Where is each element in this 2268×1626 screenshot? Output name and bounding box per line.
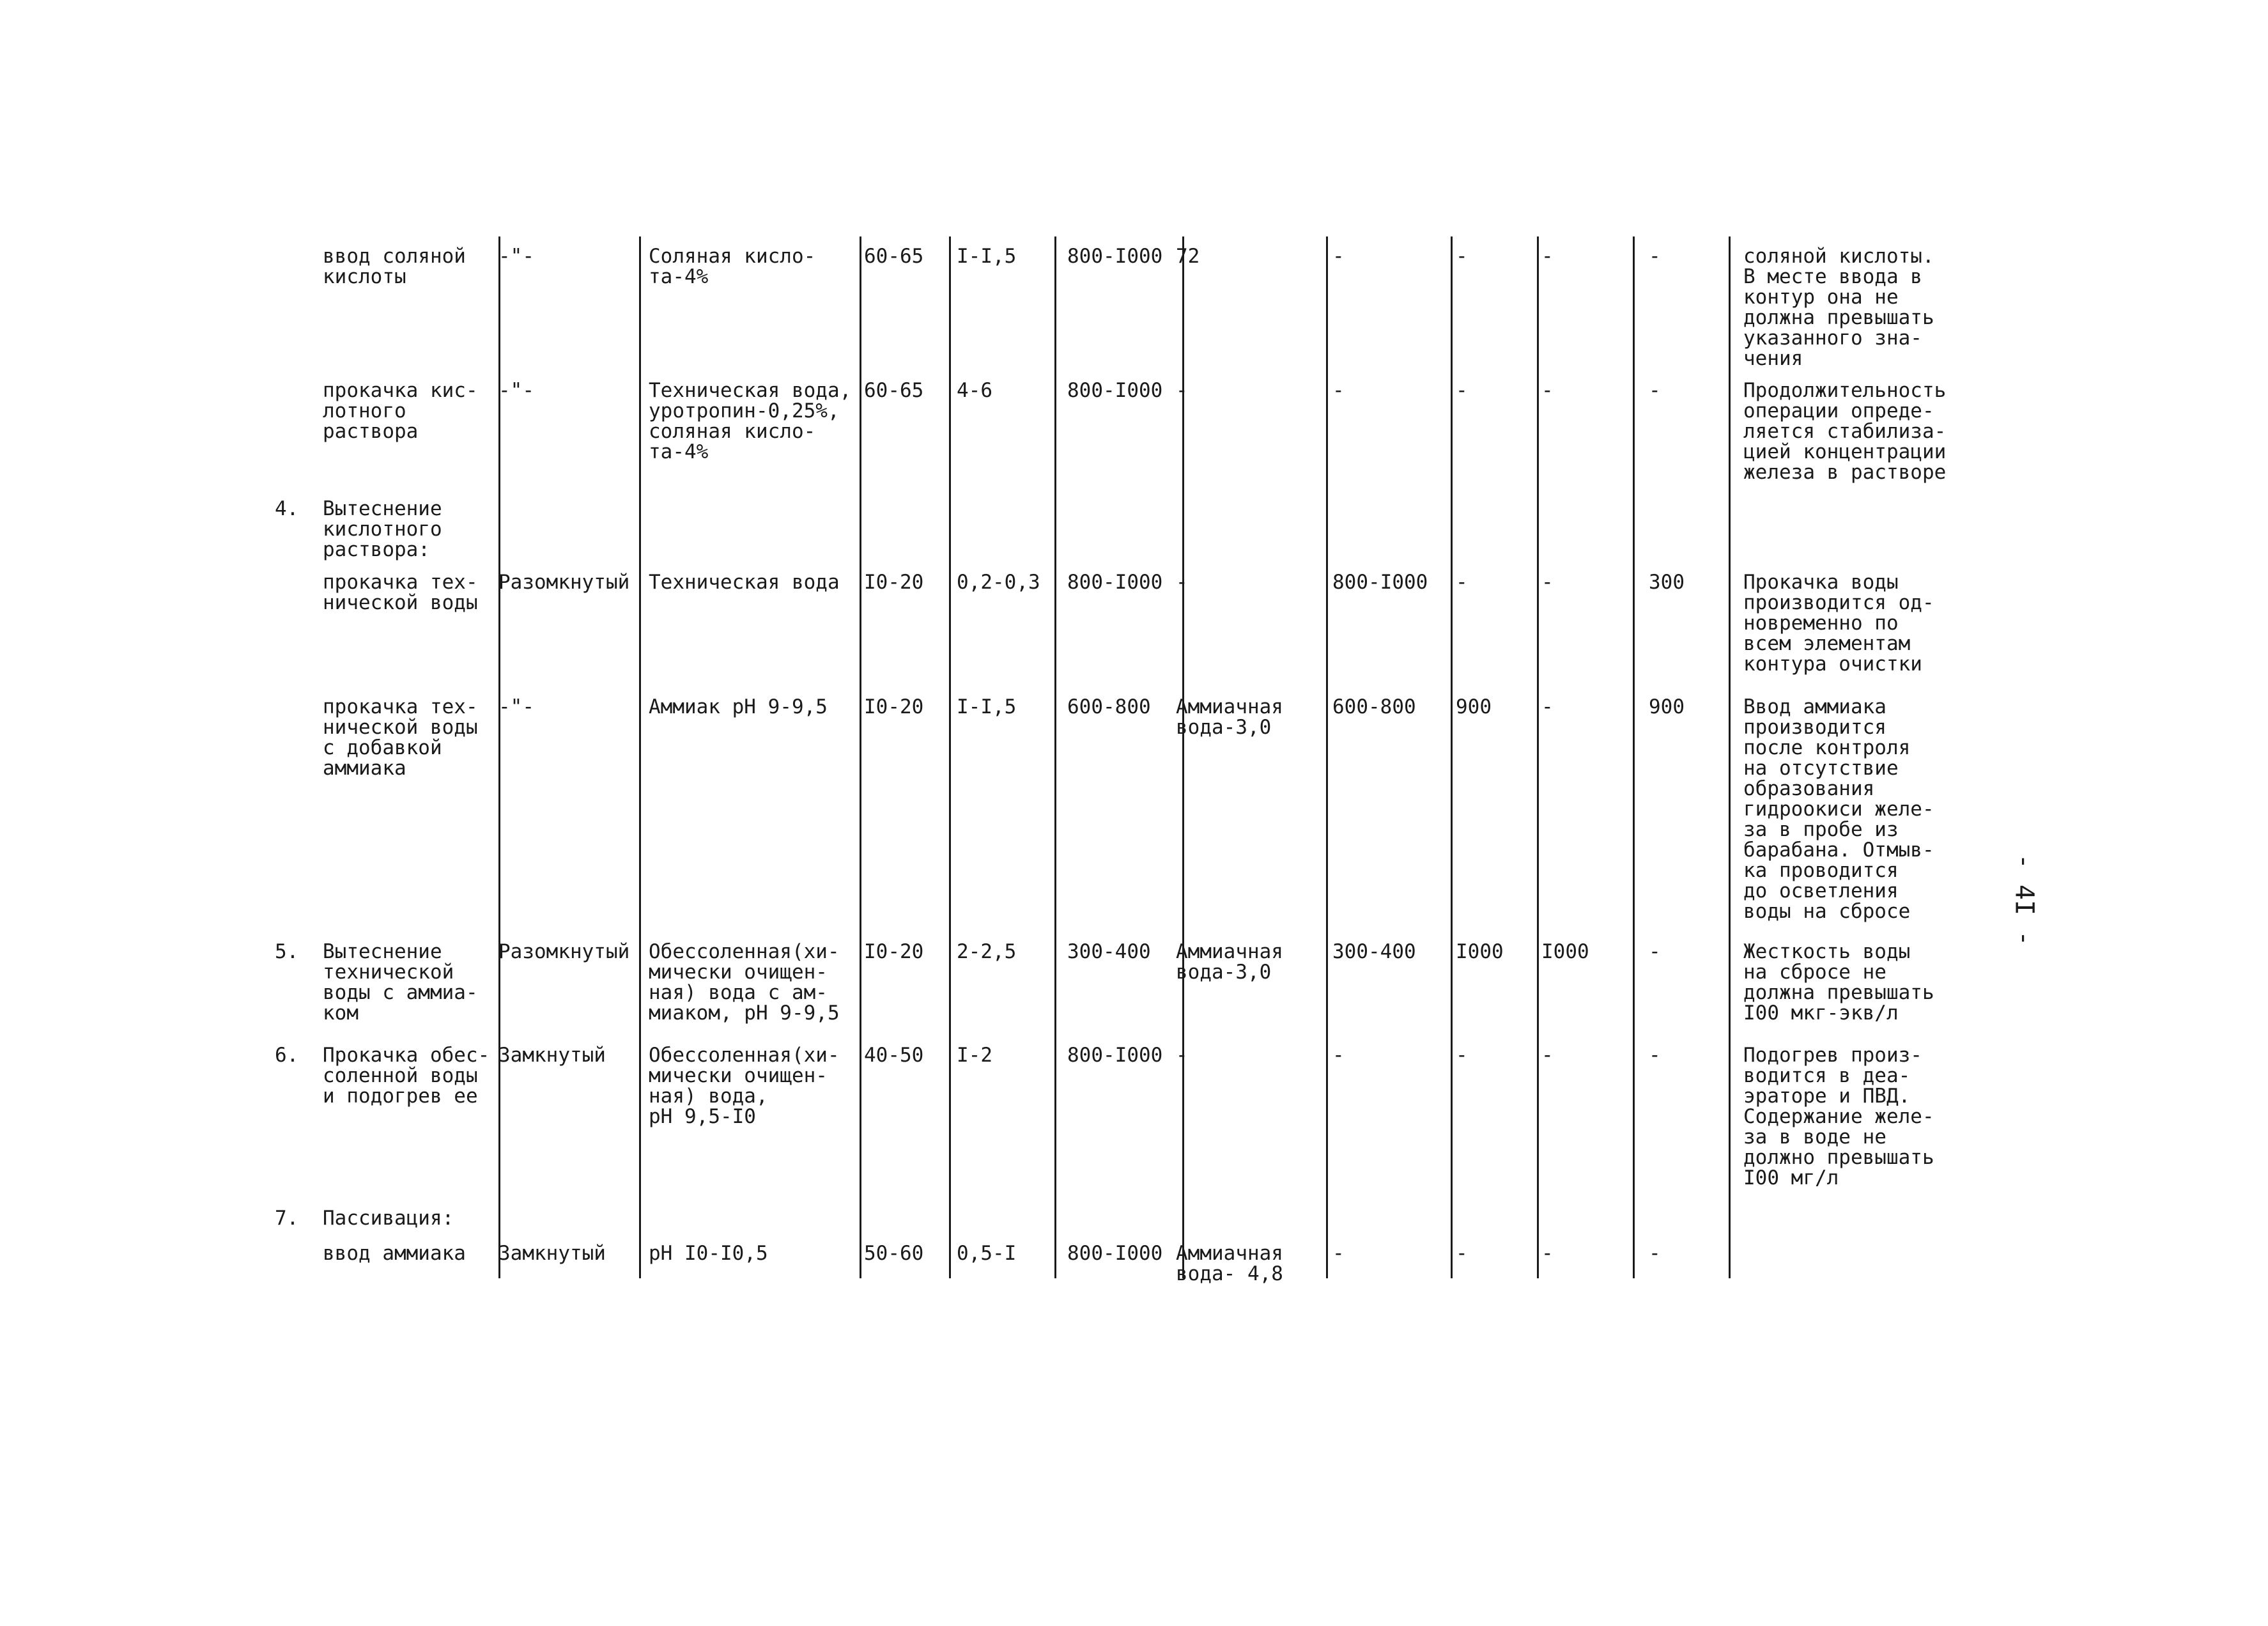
cell-c11: - [1649,379,1661,402]
cell-stage: ввод соляной кислоты [323,245,466,288]
column-rule-5 [1054,236,1056,1278]
cell-medium: Техническая вода [649,571,840,594]
cell-speed: I-2 [957,1044,992,1067]
column-rule-10 [1633,236,1635,1278]
cell-note: Продолжительность операции опреде- ляется стабилиза- цией концентрации железа в растворе [1743,379,1947,484]
cell-reagent: Аммиачная вода-3,0 [1176,940,1283,984]
cell-scheme: -"- [498,245,534,268]
cell-c8: - [1332,1044,1345,1067]
cell-scheme: -"- [498,379,534,402]
cell-c9: 900 [1456,695,1492,718]
cell-temperature: 60-65 [864,379,924,402]
cell-reagent: - [1176,571,1188,594]
cell-c9: - [1456,1242,1468,1265]
cell-temperature: I0-20 [864,571,924,594]
cell-speed: 2-2,5 [957,940,1017,963]
cell-stage: Вытеснение кислотного раствора: [323,497,442,561]
cell-stage: Пассивация: [323,1207,454,1230]
cell-stage: ввод аммиака [323,1242,466,1265]
cell-temperature: 50-60 [864,1242,924,1265]
cell-note: Ввод аммиака производится после контроля на отсутствие образования гидроокиси желе- за в пробе из барабана. Отмыв- ка проводится до осветления воды на сбросе [1743,695,1934,923]
cell-stage: прокачка тех- нической воды [323,571,478,614]
column-rule-9 [1537,236,1539,1278]
cell-note: Прокачка воды производится од- новременно по всем элементам контура очистки [1743,571,1934,676]
cell-temperature: I0-20 [864,940,924,963]
cell-scheme: Замкнутый [498,1044,606,1067]
cell-c8: - [1332,245,1345,268]
cell-speed: I-I,5 [957,695,1017,718]
cell-num: 6. [275,1044,299,1067]
cell-scheme: Разомкнутый [498,940,630,963]
cell-c9: I000 [1456,940,1504,963]
cell-flow: 800-I000 [1067,1242,1163,1265]
column-rule-3 [860,236,861,1278]
page-number: - 4I - [2009,853,2039,947]
cell-c11: 900 [1649,695,1685,718]
cell-c9: - [1456,245,1468,268]
cell-c10: - [1541,571,1554,594]
cell-medium: Техническая вода, уротропин-0,25%, соляная кисло- та-4% [649,379,852,463]
cell-stage: Вытеснение технической воды с аммиа- ком [323,940,478,1025]
cell-c10: - [1541,379,1554,402]
cell-note: Жесткость воды на сбросе не должна превышать I00 мкг-экв/л [1743,940,1934,1025]
cell-c11: - [1649,1044,1661,1067]
cell-scheme: Замкнутый [498,1242,606,1265]
cell-medium: Соляная кисло- та-4% [649,245,816,288]
cell-c10: - [1541,1044,1554,1067]
cell-flow: 300-400 [1067,940,1151,963]
cell-c9: - [1456,571,1468,594]
cell-reagent: 72 [1176,245,1200,268]
cell-speed: 0,2-0,3 [957,571,1040,594]
cell-reagent: Аммиачная вода- 4,8 [1176,1242,1283,1285]
cell-reagent: Аммиачная вода-3,0 [1176,695,1283,739]
cell-temperature: 40-50 [864,1044,924,1067]
cell-stage: Прокачка обес- соленной воды и подогрев ее [323,1044,490,1108]
cell-c10: - [1541,695,1554,718]
cell-speed: 4-6 [957,379,992,402]
cell-scheme: Разомкнутый [498,571,630,594]
column-rule-4 [949,236,951,1278]
cell-c11: - [1649,245,1661,268]
cell-c8: - [1332,379,1345,402]
cell-c11: 300 [1649,571,1685,594]
cell-flow: 800-I000 [1067,379,1163,402]
cell-c10: - [1541,245,1554,268]
cell-stage: прокачка тех- нической воды с добавкой аммиака [323,695,478,780]
column-rule-2 [639,236,641,1278]
cell-num: 4. [275,497,299,520]
cell-num: 7. [275,1207,299,1230]
cell-reagent: - [1176,379,1188,402]
column-rule-11 [1729,236,1731,1278]
cell-temperature: 60-65 [864,245,924,268]
cell-c8: 800-I000 [1332,571,1428,594]
cell-medium: Обессоленная(хи- мически очищен- ная) вода, pH 9,5-I0 [649,1044,840,1128]
cell-c11: - [1649,1242,1661,1265]
cell-c8: - [1332,1242,1345,1265]
column-rule-7 [1326,236,1328,1278]
cell-flow: 800-I000 [1067,571,1163,594]
cell-c8: 600-800 [1332,695,1416,718]
cell-note: соляной кислоты. В месте ввода в контур она не должна превышать указанного зна- чения [1743,245,1934,370]
cell-stage: прокачка кис- лотного раствора [323,379,478,443]
cell-c11: - [1649,940,1661,963]
cell-medium: pH I0-I0,5 [649,1242,768,1265]
cell-temperature: I0-20 [864,695,924,718]
cell-scheme: -"- [498,695,534,718]
cell-reagent: - [1176,1044,1188,1067]
cell-speed: 0,5-I [957,1242,1017,1265]
cell-flow: 800-I000 [1067,245,1163,268]
cell-c9: - [1456,1044,1468,1067]
cell-num: 5. [275,940,299,963]
cell-medium: Аммиак pH 9-9,5 [649,695,828,718]
cell-c8: 300-400 [1332,940,1416,963]
cell-medium: Обессоленная(хи- мически очищен- ная) вода с ам- миаком, pH 9-9,5 [649,940,840,1025]
column-rule-8 [1451,236,1453,1278]
cell-flow: 800-I000 [1067,1044,1163,1067]
cell-flow: 600-800 [1067,695,1151,718]
cell-note: Подогрев произ- водится в деа- эраторе и ПВД. Содержание желе- за в воде не должно превышать I00 мг/л [1743,1044,1934,1189]
cell-c9: - [1456,379,1468,402]
cell-c10: I000 [1541,940,1589,963]
cell-speed: I-I,5 [957,245,1017,268]
cell-c10: - [1541,1242,1554,1265]
